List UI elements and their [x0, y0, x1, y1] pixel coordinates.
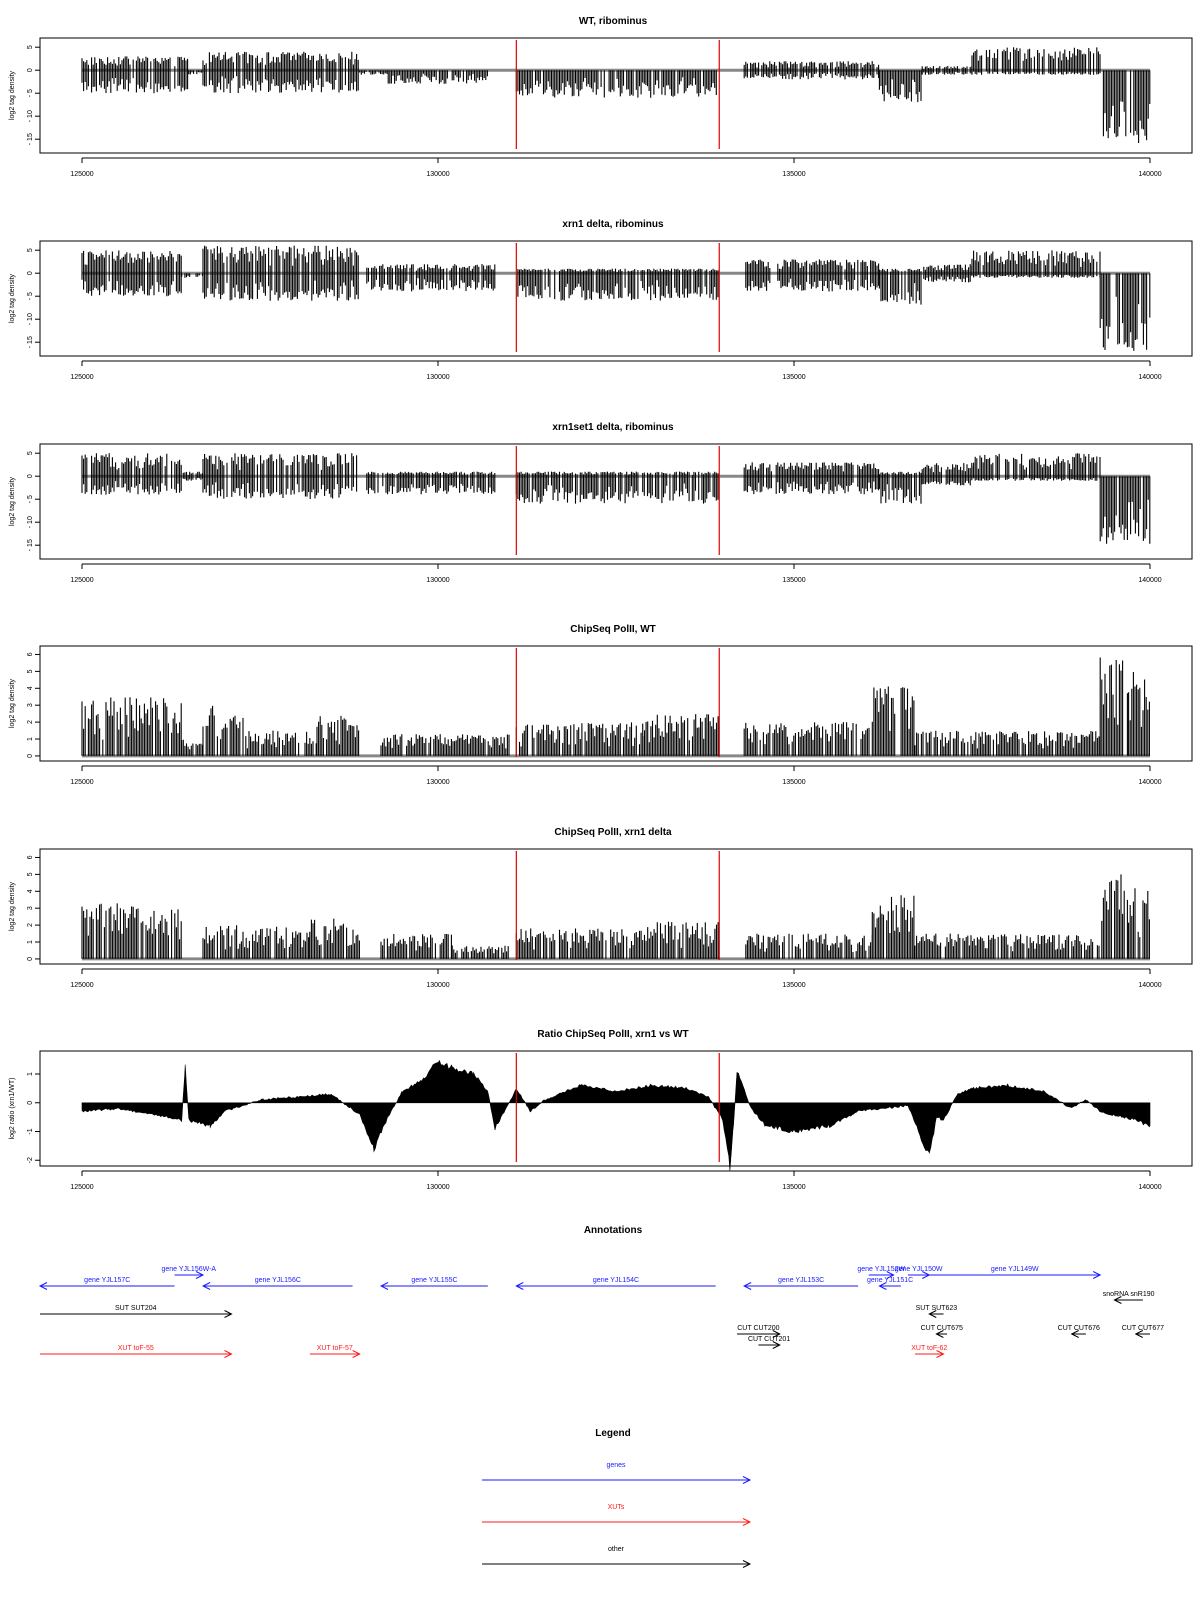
y-tick-label: - 5 — [27, 89, 34, 98]
y-tick-label: 3 — [27, 906, 34, 911]
annotation-label: CUT CUT675 — [920, 1325, 963, 1332]
y-axis — [27, 652, 40, 757]
x-axis — [70, 361, 1161, 381]
y-tick-label: 0 — [27, 1100, 34, 1105]
annotation-label: CUT CUT201 — [747, 1336, 791, 1343]
panel-ratio-chipseq — [9, 1029, 1192, 1191]
annotation-label: gene YJL149W — [990, 1266, 1039, 1273]
series — [82, 654, 1150, 755]
y-axis-label: log2 tag density — [9, 476, 16, 527]
x-tick-label: 135000 — [782, 171, 806, 178]
panel-xrn1-ribominus — [9, 219, 1192, 381]
annotation-label: SUT SUT623 — [915, 1305, 958, 1312]
annotation-label: gene YJL157C — [84, 1277, 131, 1284]
x-tick-label: 135000 — [782, 982, 806, 989]
y-tick-label: 0 — [27, 956, 34, 961]
y-tick-label: 1 — [27, 940, 34, 944]
x-tick-label: 130000 — [426, 171, 450, 178]
panel-wt-ribominus — [9, 16, 1192, 178]
y-tick-label: - 15 — [27, 133, 34, 146]
annotation-gene — [867, 1277, 913, 1290]
signal-bars — [82, 246, 1150, 351]
y-axis-label: log2 tag density — [9, 881, 16, 932]
annotation-label: gene YJL155C — [411, 1277, 458, 1284]
plot-frame — [40, 444, 1192, 559]
annotation-gene — [40, 1277, 175, 1290]
annotation-other — [1103, 1291, 1155, 1304]
annotation-gene — [203, 1277, 353, 1290]
annotation-label: snoRNA snR190 — [1102, 1291, 1155, 1298]
legend-item-xut — [482, 1504, 750, 1526]
y-tick-label: - 5 — [27, 292, 34, 301]
annotation-label: gene YJL152W — [857, 1266, 906, 1273]
annotation-label: SUT SUT204 — [115, 1305, 157, 1312]
y-tick-label: 5 — [27, 872, 34, 877]
y-tick-label: 6 — [27, 855, 34, 860]
x-tick-label: 135000 — [782, 374, 806, 381]
y-tick-label: 0 — [27, 271, 34, 276]
panel-xrn1set1-ribominus — [9, 422, 1192, 584]
legend-panel — [482, 1428, 750, 1568]
x-tick-label: 135000 — [782, 1184, 806, 1191]
x-tick-label: 130000 — [426, 577, 450, 584]
series — [82, 871, 1150, 959]
y-axis-label: log2 tag density — [9, 70, 16, 121]
signal-bars — [82, 874, 1149, 959]
y-tick-label: -2 — [27, 1157, 34, 1164]
segment-envelope — [1100, 70, 1150, 144]
series — [82, 453, 1150, 545]
y-tick-label: - 5 — [27, 495, 34, 504]
annotation-other — [916, 1305, 958, 1318]
legend-item-other — [482, 1546, 750, 1568]
signal-bars — [82, 47, 1150, 143]
y-tick-label: 2 — [27, 720, 34, 725]
legend-label: XUTs — [607, 1504, 625, 1511]
y-axis — [27, 855, 40, 960]
legend-item-gene — [482, 1462, 750, 1484]
x-tick-label: 140000 — [1138, 171, 1162, 178]
x-tick-label: 125000 — [70, 171, 94, 178]
y-axis — [27, 451, 40, 551]
y-tick-label: - 15 — [27, 336, 34, 349]
x-tick-label: 135000 — [782, 779, 806, 786]
panel-title: xrn1set1 delta, ribominus — [552, 422, 674, 433]
annotation-label: XUT toF-57 — [316, 1345, 353, 1352]
legend-arrow — [482, 1561, 750, 1568]
annotation-xut — [40, 1345, 232, 1358]
y-tick-label: - 15 — [27, 539, 34, 552]
annotation-label: CUT CUT677 — [1121, 1325, 1165, 1332]
x-axis — [70, 158, 1161, 178]
legend-arrow — [482, 1477, 750, 1484]
legend-arrow — [482, 1519, 750, 1526]
y-tick-label: 5 — [27, 451, 34, 456]
y-tick-label: 1 — [27, 1072, 34, 1076]
annotation-xut — [911, 1345, 947, 1358]
legend-label: genes — [606, 1462, 626, 1469]
annotation-xut — [310, 1345, 360, 1358]
y-tick-label: 1 — [27, 737, 34, 741]
y-tick-label: 5 — [27, 248, 34, 253]
ratio-area — [82, 1061, 1150, 1171]
x-tick-label: 130000 — [426, 982, 450, 989]
y-tick-label: 0 — [27, 68, 34, 73]
x-tick-label: 135000 — [782, 577, 806, 584]
annotation-other — [40, 1305, 232, 1318]
annotation-gene — [929, 1266, 1100, 1279]
x-tick-label: 140000 — [1138, 982, 1162, 989]
x-tick-label: 130000 — [426, 1184, 450, 1191]
x-tick-label: 130000 — [426, 374, 450, 381]
panel-chipseq-xrn1 — [9, 827, 1192, 989]
x-tick-label: 125000 — [70, 779, 94, 786]
annotation-label: CUT CUT200 — [737, 1325, 780, 1332]
x-tick-label: 125000 — [70, 374, 94, 381]
x-tick-label: 140000 — [1138, 1184, 1162, 1191]
annotation-label: gene YJL150W — [894, 1266, 943, 1273]
y-tick-label: 5 — [27, 669, 34, 674]
x-tick-label: 140000 — [1138, 577, 1162, 584]
annotation-features — [40, 1266, 1164, 1358]
signal-bars — [82, 453, 1150, 544]
annotation-label: gene YJL153C — [778, 1277, 825, 1284]
y-tick-label: 4 — [27, 686, 34, 691]
annotation-label: XUT toF-62 — [911, 1345, 948, 1352]
y-axis-label: log2 tag density — [9, 678, 16, 729]
x-tick-label: 125000 — [70, 982, 94, 989]
y-tick-label: - 10 — [27, 110, 34, 123]
y-tick-label: 0 — [27, 474, 34, 479]
annotation-gene — [381, 1277, 488, 1290]
y-axis — [27, 1072, 40, 1163]
x-tick-label: 125000 — [70, 577, 94, 584]
x-axis — [70, 564, 1161, 584]
x-axis — [70, 969, 1161, 989]
series — [82, 246, 1150, 352]
y-axis-label: log2 tag density — [9, 273, 16, 324]
y-tick-label: 3 — [27, 703, 34, 708]
y-tick-label: 4 — [27, 889, 34, 894]
y-axis — [27, 248, 40, 348]
x-tick-label: 140000 — [1138, 779, 1162, 786]
x-tick-label: 125000 — [70, 1184, 94, 1191]
y-tick-label: -1 — [27, 1128, 34, 1135]
y-tick-label: 2 — [27, 923, 34, 928]
segment-envelope — [82, 56, 189, 93]
annotation-other — [748, 1336, 790, 1349]
segment-envelope — [1100, 476, 1150, 545]
series — [82, 1060, 1150, 1171]
annotation-gene — [744, 1277, 858, 1290]
annotation-label: gene YJL156W-A — [161, 1266, 217, 1273]
series — [82, 47, 1150, 144]
annotation-other — [921, 1325, 963, 1338]
y-axis-label: log2 ratio (xrn1/WT) — [9, 1077, 16, 1140]
annotations-panel — [40, 1225, 1164, 1358]
y-axis — [27, 45, 40, 145]
annotation-label: CUT CUT676 — [1057, 1325, 1100, 1332]
y-tick-label: 6 — [27, 652, 34, 657]
x-axis — [70, 766, 1161, 786]
legend-title: Legend — [595, 1428, 631, 1439]
y-tick-label: - 10 — [27, 313, 34, 326]
segment-envelope — [1100, 273, 1150, 351]
annotation-label: gene YJL154C — [592, 1277, 640, 1284]
y-tick-label: 5 — [27, 45, 34, 50]
panel-title: WT, ribominus — [578, 16, 648, 27]
segment-envelope — [922, 462, 972, 485]
panel-title: ChipSeq PolII, WT — [570, 624, 656, 635]
track-panels — [9, 16, 1192, 1191]
panel-title: xrn1 delta, ribominus — [562, 219, 664, 230]
legend-label: other — [608, 1546, 624, 1553]
y-tick-label: 0 — [27, 753, 34, 758]
y-tick-label: - 10 — [27, 516, 34, 529]
annotation-label: gene YJL156C — [254, 1277, 301, 1284]
panel-title: Ratio ChipSeq PolII, xrn1 vs WT — [537, 1029, 689, 1040]
annotation-other — [1122, 1325, 1164, 1338]
x-tick-label: 130000 — [426, 779, 450, 786]
annotation-label: gene YJL151C — [867, 1277, 914, 1284]
annotations-title: Annotations — [583, 1225, 643, 1236]
legend-items — [482, 1462, 750, 1568]
annotation-gene — [161, 1266, 216, 1279]
panel-chipseq-wt — [9, 624, 1192, 786]
panel-title: ChipSeq PolII, xrn1 delta — [554, 827, 672, 838]
x-tick-label: 140000 — [1138, 374, 1162, 381]
x-axis — [70, 1171, 1161, 1191]
annotation-gene — [516, 1277, 715, 1290]
signal-bars — [82, 658, 1149, 756]
annotation-other — [1058, 1325, 1100, 1338]
annotation-label: XUT toF-55 — [117, 1345, 154, 1352]
